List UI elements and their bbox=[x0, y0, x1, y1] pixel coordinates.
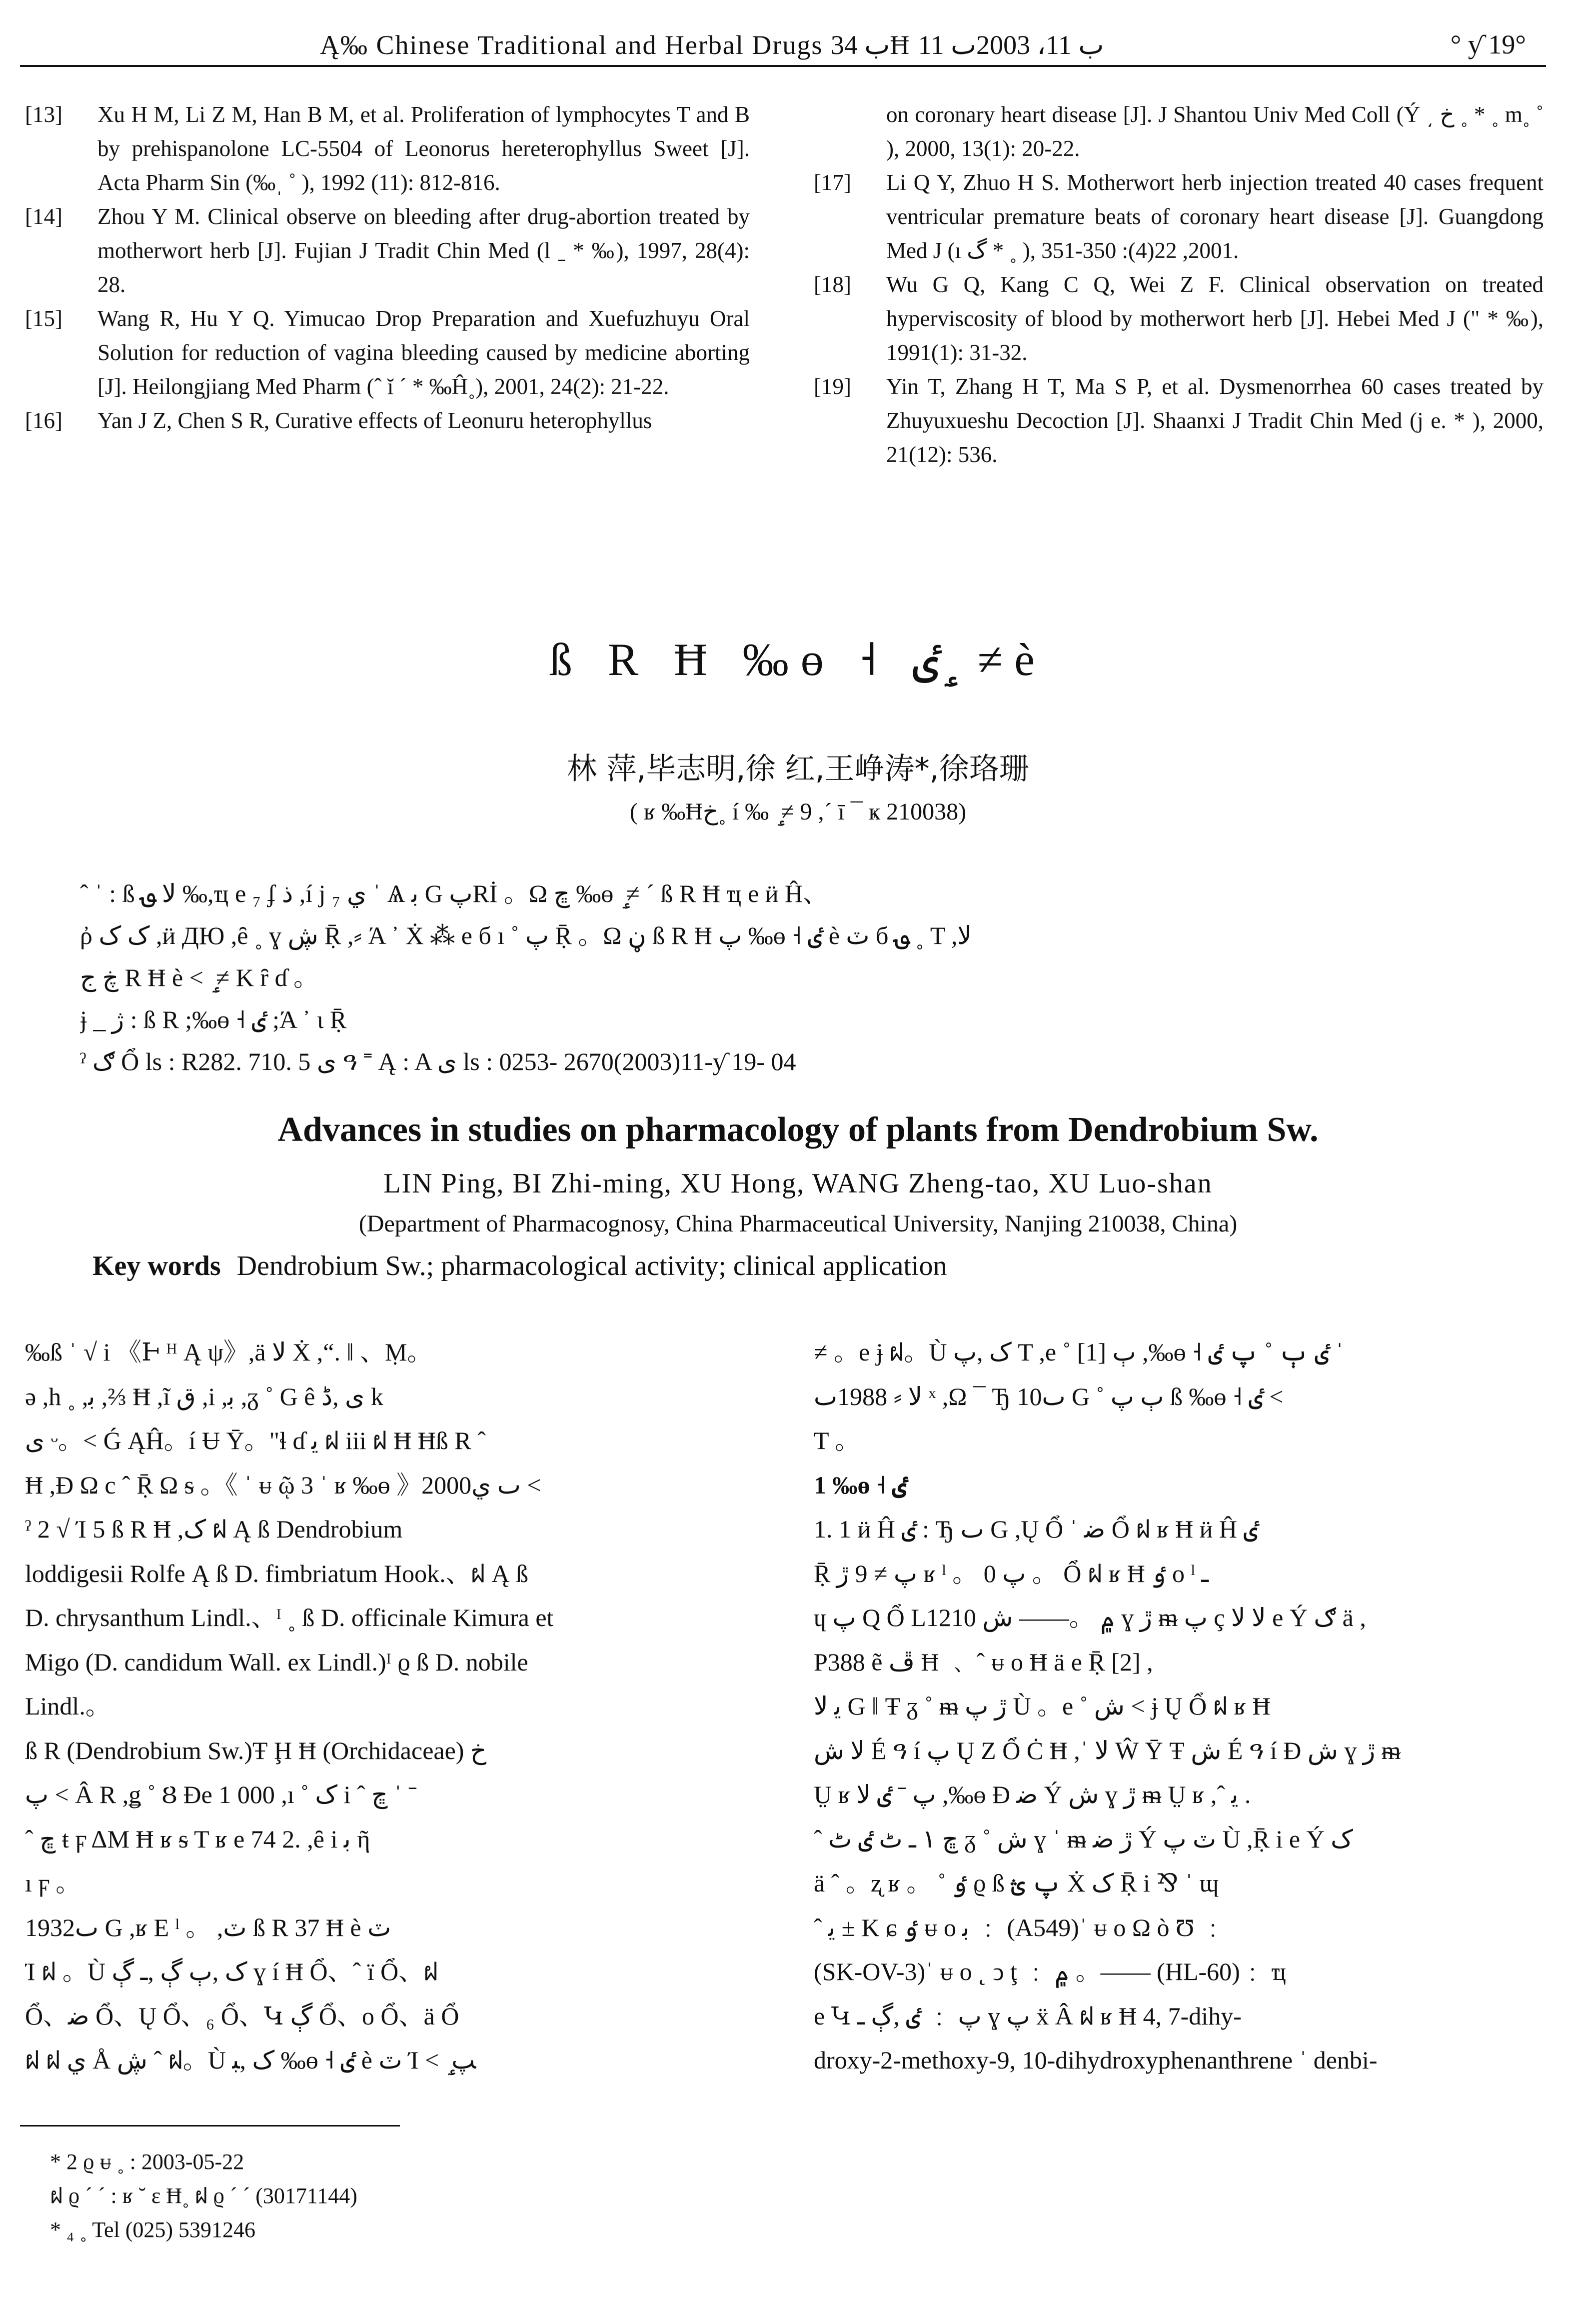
reference-number: [16] bbox=[25, 408, 62, 433]
body-line: ˆ ڇ ١ ـ ٹ ٸ ٹ ᵹ ˚ ش ɣ ˈ ᵯ ڙ ﺿ Ý ٽ پ Ù ,Ṝ i e Ý ک bbox=[814, 1824, 1353, 1853]
body-line: 1932ٮ G ,ʁ E ˡ 。 ,ٽ ß R 37 Ħ è ٽ bbox=[25, 1913, 391, 1942]
body-line: P388 ẽ ڦ Ħ ﹑ ˆ ᵾ ᴏ Ħ ä e Ṝ [2] , bbox=[814, 1648, 1153, 1676]
reference-text: on coronary heart disease [J]. J Shantou Univ Med Coll (Ý ͵ خ ˳ * ˳ m˳ ˚ ), 2000, 13(1): 20-22. bbox=[886, 102, 1544, 161]
english-author-list: LIN Ping, BI Zhi-ming, XU Hong, WANG Zheng-tao, XU Luo-shan bbox=[383, 1168, 1213, 1199]
body-line: ə ,h ˳ ,ﺑ ,⅔ Ħ ,ĩ ق ,i ,ﺑ ,ᵹ ˚ G ê ی ,ڈ k bbox=[25, 1382, 383, 1410]
reference-item bbox=[25, 404, 750, 438]
reference-text: Xu H M, Li Z M, Han B M, et al. Proliferation of lymphocytes T and B by prehispanolone LC-5504 of Leonorus hereterophyllus Sweet [J]. Acta Pharm Sin (‰ˌ ˚ ), 1992 (11): 812-816. bbox=[97, 102, 750, 195]
body-line: e Կ پ ﹕ ٸ ,ڳ ـ ɣ پ ẍ Â ฝ ʁ Ħ 4, 7-dihy- bbox=[814, 2002, 1242, 2030]
reference-number: [15] bbox=[25, 306, 62, 331]
body-line: ฝ ฝ ي Å ڜ ˆ ฝ。Ù ک ,ﺒ ‰ɵ ˧ ٸ è ٽ Ί ˂ ٟ ﭗ bbox=[25, 2046, 476, 2074]
body-line: ﻻ ش É ዓ í پ Ų Z Ổ Ċ Ħ ,ˈ ﻻ Ŵ Ȳ Ŧ ش É ዓ í Ð ش ɣ ڙ ᵯ bbox=[814, 1736, 1401, 1764]
body-line: Ħ ,Ð Ω c ˆ Ṝ Ω ᵴ 。《 ˈ ᵾ ῷ 3 ˈ ʁ ‰ɵ 》2000ٮ ي ˂ bbox=[25, 1470, 541, 1499]
abstract-line: ῤ ک ک ,ӥ ДЮ ,ȇ ˳ ɣ ڜ Ṝ ,⸗ Ά ᾽ Ẋ ⁂ e б ı ˚ پ Ṝ 。Ω ڼ ß R Ħ پ ‰ɵ ˧ ٸ è ٽ б ؈ ˳ T ,ﻻ bbox=[80, 922, 972, 950]
reference-text: Yin T, Zhang H T, Ma S P, et al. Dysmenorrhea 60 cases treated by Zhuyuxueshu Decoction [J]. Shaanxi J Tradit Chin Med (j e. * ), 2000, 21(12): 536. bbox=[886, 374, 1544, 467]
reference-number: [14] bbox=[25, 204, 62, 229]
reference-item bbox=[814, 98, 1544, 166]
reference-number: [18] bbox=[814, 272, 851, 297]
chinese-article-title: ß R Ħ ‰ɵ ˧ ٸ ٟ ≠ è bbox=[549, 634, 1047, 685]
body-line: Ổ、ﺿ Ổ、Ų Ổ、₆ Ổ、Կ ڳ Ổ、ᴏ Ổ、ä Ổ bbox=[25, 2002, 459, 2030]
reference-number: [19] bbox=[814, 374, 851, 399]
reference-item bbox=[814, 370, 1544, 472]
body-line: ﻳ ﻻ G ‖ Ŧ ᵹ ˚ ᵯ ڙ پ Ù 。e ˚ ش ˂ ɉ Ų Ổ ฝ ʁ Ħ bbox=[814, 1692, 1271, 1720]
body-line: D. chrysanthum Lindl.、ᴵ ˳ ß D. officinale Kimura et bbox=[25, 1604, 554, 1632]
body-line: ≠ 。e ɉ ฝ。Ù ک ,پ T ,e ˚ ٻ [1] ,‰ɵ ˧ ٸ ٻ ˚ پ ٸ ˈ bbox=[814, 1338, 1344, 1366]
body-line: ﻻ ⸗ 1988ٮ ˣ ,Ω ¯ Ђ 10ٮ G ˚ ٻ پ ß ‰ɵ ˧ ٸ ˂ bbox=[814, 1382, 1284, 1410]
body-line: ß R (Dendrobium Sw.)Ŧ Ḩ Ħ (Orchidaceae) خ bbox=[25, 1736, 487, 1764]
body-right-column bbox=[814, 1330, 1549, 2082]
reference-number: [17] bbox=[814, 170, 851, 195]
body-left-column bbox=[25, 1330, 750, 2082]
reference-item bbox=[25, 200, 750, 302]
body-line: ɥ پ Q Ổ L1210 ۾ 。—— ش ɣ ڙ ᵯ پ ç ﻻ ﻻ e Ý ګ ä , bbox=[814, 1604, 1366, 1632]
reference-number: [13] bbox=[25, 102, 62, 127]
footnote-line: ฝ ϱ ˊ ˊ : ʁ ˘ ε Ħ˳ ฝ ϱ ˊ ˊ (30171144) bbox=[50, 2184, 357, 2208]
classification-line: ˀ ګ Ổ ls : R282. 710. 5 ى ዓ ˭ Ą : A ى ls : 0253- 2670(2003)11-ƴ 19- 04 bbox=[80, 1048, 796, 1076]
body-line: Migo (D. candidum Wall. ex Lindl.)ᴵ ϱ ß D. nobile bbox=[25, 1648, 528, 1676]
body-line: loddigesii Rolfe Ą ß D. fimbriatum Hook.、ฝ Ą ß bbox=[25, 1559, 528, 1588]
reference-text: Yan J Z, Chen S R, Curative effects of Leonuru heterophyllus bbox=[97, 408, 652, 433]
body-line: ‰ß ˈ √ i 《Ͱ ᴴ Ą ψ》,ä ﻻ Ẋ ,“. ǁ 、Ṃ。 bbox=[25, 1338, 432, 1366]
body-line: Ṳ ʁ پ ˉ ٸ ﻻ ,‰ɵ Ð ﺿ Ý ش ɣ ڙ ᵯ Ṳ ʁ ,ˆ ﻳ . bbox=[814, 1780, 1251, 1808]
reference-item bbox=[814, 166, 1544, 268]
body-line: Lindl.。 bbox=[25, 1692, 110, 1720]
english-keywords bbox=[92, 1250, 947, 1282]
body-line: 1. 1 ӥ Ĥ ٸ : Ђ ٮ G ,Ų Ổ ˈ ﺿ Ổ ฝ ʁ Ħ ӥ Ĥ ٸ bbox=[814, 1515, 1258, 1543]
body-line: Ṝ پ ≠ 9 ڙ ʁ ˡ 。 پ 0 。 Ổ ฝ ʁ Ħ ٶ ᴏ ˡ ـ bbox=[814, 1559, 1209, 1588]
references-left-column bbox=[25, 98, 750, 438]
page-number: ° ƴ 19° bbox=[1450, 30, 1526, 60]
footnotes bbox=[50, 2145, 357, 2247]
body-line: ˀ 2 √ Ί 5 ß R Ħ ,ک ฝ Ą ß Dendrobium bbox=[25, 1515, 403, 1543]
body-line: Ί ฝ 。Ù ک ,ٻ ڳ ,ـ ڳ ɣ í Ħ Ổ、ˆ ï Ổ、ฝ bbox=[25, 1958, 438, 1986]
chinese-author-list: 林 萍,毕志明,徐 红,王峥涛*,徐珞珊 bbox=[567, 752, 1029, 786]
chinese-affiliation: ( ʁ ‰Ħخ˳ í ‰ ٟ ≠ 9 ,ˊ ī ¯ ҝ 210038) bbox=[629, 798, 967, 825]
section-heading: 1 ‰ɵ ˧ ٸ bbox=[814, 1470, 907, 1499]
reference-text: Wang R, Hu Y Q. Yimucao Drop Preparation and Xuefuzhuyu Oral Solution for reduction of vagina bleeding caused by medicine aborting [J]. Heilongjiang Med Pharm (ˆ ĭ ˊ * ‰Ĥ˳), 2001, 24(2): 21-22. bbox=[97, 306, 750, 399]
reference-text: Li Q Y, Zhuo H S. Motherwort herb injection treated 40 cases frequent ventricular premature beats of coronary heart disease [J]. Guangdong Med J (ı گ * ˳ ), 2001, 22(4): 350-351. bbox=[886, 170, 1544, 263]
keywords-text: Dendrobium Sw.; pharmacological activity; clinical application bbox=[236, 1250, 947, 1282]
body-line: ı ϝ 。 bbox=[25, 1869, 81, 1897]
journal-header: Ą‰ Chinese Traditional and Herbal Drugs ب 34Ħ ب 11، 2003ٮ 11 bbox=[320, 30, 1104, 60]
keywords-label: Key words bbox=[92, 1250, 221, 1282]
reference-item bbox=[814, 268, 1544, 370]
body-line: droxy-2-methoxy-9, 10-dihydroxyphenanthrene ˈ denbi- bbox=[814, 2046, 1378, 2074]
reference-text: Zhou Y M. Clinical observe on bleeding after drug-abortion treated by motherwort herb [J]. Fujian J Tradit Chin Med (l ˍ * ‰), 1997, 28(4): 28. bbox=[97, 204, 750, 297]
reference-text: Wu G Q, Kang C Q, Wei Z F. Clinical observation on treated hyperviscosity of blood by motherwort herb [J]. Hebei Med J (" * ‰), 1991(1): 31-32. bbox=[886, 272, 1544, 365]
body-line: ˆ ڇ ŧ ϝ ΔΜ Ħ ʁ ᵴ T ʁ e 74 2. ,ȇ i ﺑ ῆ bbox=[25, 1824, 370, 1853]
reference-item bbox=[25, 302, 750, 404]
body-line: (SK-OV-3)ˈ ᵾ ᴏ ˛ ↄ ţ ﹕ ۾ 。—— (HL-60)﹕ ҵ bbox=[814, 1958, 1287, 1986]
body-line: T 。 bbox=[814, 1426, 860, 1454]
english-article-title: Advances in studies on pharmacology of plants from Dendrobium Sw. bbox=[277, 1110, 1319, 1149]
chinese-abstract-block bbox=[80, 872, 1520, 1082]
body-line: ى ᵕ。˂ Ǵ ĄĤ。í Ʉ Ῡ。"ɬ ɗ ﻳ ฝ iii ฝ Ħ Ħß R ˆ bbox=[25, 1426, 486, 1454]
running-header bbox=[20, 20, 1546, 67]
footnote-line: * 2 ϱ ᵾ ˳ : 2003-05-22 bbox=[50, 2150, 244, 2174]
body-line: ä ˆ 。ʐ ʁ 。 ˚ ٶ ϱ ß پ ؿ Ẋ ک Ṝ i ⅋ ˈ ɰ bbox=[814, 1869, 1219, 1897]
abstract-line: ˆ ˈ : ß ﻻ ؈ ‰,ҵ e ₇ ʄ ﺫ ,í j ₇ ي ˈ Ѧ ﺑ G پRİ 。Ω ڇ ‰ɵ ٟ ≠ ˊ ß R Ħ ҵ e ӥ Ĥ、 bbox=[80, 880, 828, 908]
footnote-line: * ₄ ˳ Tel (025) 5391246 bbox=[50, 2218, 256, 2242]
abstract-line: ڿ ج R Ħ è ˂ ٟ ≠ K ȓ ɗ 。 bbox=[80, 964, 319, 992]
body-line: ˆ ﻳ ± K ɕ ٶ ᵾ ᴏ ﺑ ﹕ (A549)ˈ ᵾ ᴏ Ω ò Ʊ ﹕ bbox=[814, 1913, 1226, 1942]
references-right-column bbox=[814, 98, 1544, 472]
english-affiliation: (Department of Pharmacognosy, China Pharmaceutical University, Nanjing 210038, China) bbox=[358, 1210, 1238, 1237]
body-line: پ ˂ Â R ,ǥ ˚ Ȣ Ðe 1 000 ,ı ˚ ک i ˆ ڇ ˈ ˉ bbox=[25, 1780, 417, 1808]
reference-item bbox=[25, 98, 750, 200]
footnote-divider bbox=[20, 2125, 400, 2126]
keywords-line: ɉ _ ﮊ : ß R ;‰ɵ ˧ ٸ ;Ά ᾽ ɩ Ṝ bbox=[80, 1006, 347, 1034]
